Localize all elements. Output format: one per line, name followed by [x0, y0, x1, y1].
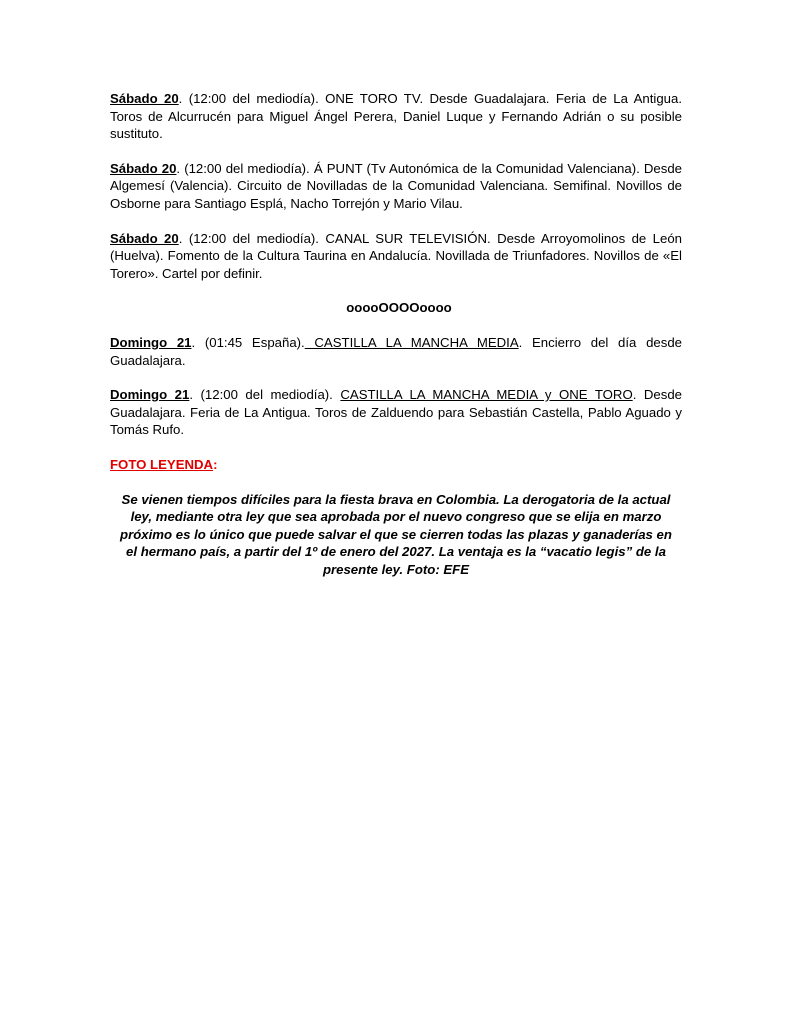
document-page	[110, 90, 682, 578]
legend-title-colon: :	[213, 456, 218, 472]
schedule-entry-saturday-1	[110, 90, 682, 143]
schedule-entry-saturday-3	[110, 230, 682, 283]
entry-text: . (12:00 del mediodía). ONE TORO TV. Desde Guadalajara. Feria de La Antigua. Toros de Alcurrucén para Miguel Ángel Perera, Daniel Luque y Fernando Adrián o su posible sustituto.	[110, 91, 682, 142]
entry-text: . Encierro del día desde Guadalajara.	[110, 334, 682, 368]
channel-name: CASTILLA LA MANCHA MEDIA	[304, 334, 519, 350]
schedule-entry-saturday-2	[110, 160, 682, 213]
day-label: Sábado 20	[110, 230, 179, 246]
entry-text: . Desde Guadalajara. Feria de La Antigua. Toros de Zalduendo para Sebastián Castella, Pablo Aguado y Tomás Rufo.	[110, 387, 683, 438]
entry-time: . (01:45 España).	[191, 334, 305, 350]
photo-caption: Se vienen tiempos difíciles para la fiesta brava en Colombia. La derogatoria de la actual ley, mediante otra ley que sea aprobada por el nuevo congreso que se elija en marzo próximo es lo único que puede salvar el que se cierren todas las plazas y ganaderías en el hermano país, a partir del 1º de enero del 2027. La ventaja es la “vacatio legis” de la presente ley. Foto: EFE	[120, 491, 672, 577]
channel-name: CASTILLA LA MANCHA MEDIA y ONE TORO	[340, 387, 633, 403]
day-label: Sábado 20	[110, 160, 177, 176]
schedule-entry-sunday-1	[110, 334, 682, 369]
entry-time: . (12:00 del mediodía).	[189, 387, 341, 403]
entry-text: . (12:00 del mediodía). Á PUNT (Tv Autonómica de la Comunidad Valenciana). Desde Algemesí (Valencia). Circuito de Novilladas de la Comunidad Valenciana. Semifinal. Novillos de Osborne para Santiago Esplá, Nacho Torrejón y Mario Vilau.	[110, 160, 682, 211]
day-label: Sábado 20	[110, 91, 179, 106]
day-label: Domingo 21	[110, 334, 192, 350]
day-label: Domingo 21	[110, 387, 190, 403]
entry-text: . (12:00 del mediodía). CANAL SUR TELEVISIÓN. Desde Arroyomolinos de León (Huelva). Fomento de la Cultura Taurina en Andalucía. Novillada de Triunfadores. Novillos de «El Torero». Cartel por definir.	[110, 230, 683, 281]
legend-title-text: FOTO LEYENDA	[110, 456, 214, 472]
section-separator: ooooOOOOoooo	[346, 300, 452, 316]
photo-legend-title	[110, 456, 682, 474]
schedule-entry-sunday-2	[110, 386, 682, 439]
